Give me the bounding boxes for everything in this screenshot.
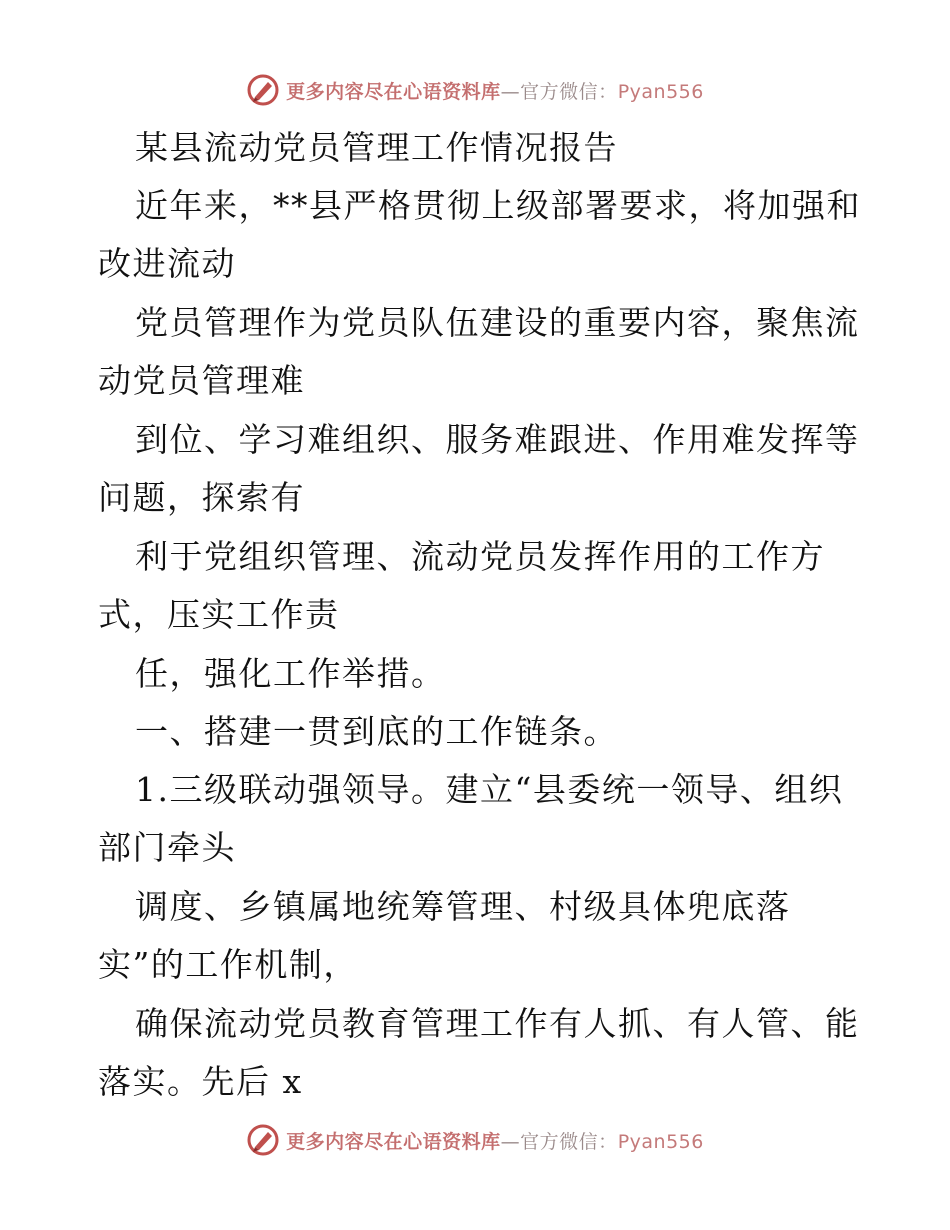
document-title: 某县流动党员管理工作情况报告 <box>135 128 618 167</box>
paragraph-line: 动党员管理难 <box>98 361 305 400</box>
paragraph-line: 落实。先后 x <box>98 1062 303 1101</box>
paragraph-line: 到位、学习难组织、服务难跟进、作用难发挥等 <box>135 420 860 459</box>
watermark-sub: 官方微信： <box>520 1130 618 1153</box>
paragraph-line: 确保流动党员教育管理工作有人抓、有人管、能 <box>135 1004 860 1043</box>
paragraph-line: 实”的工作机制， <box>98 945 358 984</box>
paragraph-line: 利于党组织管理、流动党员发挥作用的工作方 <box>135 537 825 576</box>
paragraph-line: 1.三级联动强领导。建立“县委统一领导、组织 <box>135 770 844 809</box>
paragraph-line: 改进流动 <box>98 244 236 283</box>
watermark-sub: 官方微信： <box>520 80 618 103</box>
watermark-dash: — <box>500 1130 521 1153</box>
watermark-text <box>286 1127 704 1154</box>
paragraph-line: 部门牵头 <box>98 828 236 867</box>
header-watermark <box>0 70 950 110</box>
paragraph-line: 任，强化工作举措。 <box>135 654 446 693</box>
paragraph-line: 式，压实工作责 <box>98 595 340 634</box>
watermark-id: Pyan556 <box>617 80 704 103</box>
paragraph-line: 调度、乡镇属地统筹管理、村级具体兜底落 <box>135 887 791 926</box>
paragraph-line: 党员管理作为党员队伍建设的重要内容，聚焦流 <box>135 303 860 342</box>
pen-logo-icon <box>246 73 280 107</box>
section-heading: 一、搭建一贯到底的工作链条。 <box>135 712 618 751</box>
watermark-id: Pyan556 <box>617 1130 704 1153</box>
watermark-main: 更多内容尽在心语资料库 <box>286 1130 501 1153</box>
paragraph-line: 问题，探索有 <box>98 478 305 517</box>
pen-logo-icon <box>246 1123 280 1157</box>
watermark-dash: — <box>500 80 521 103</box>
footer-watermark <box>0 1120 950 1160</box>
watermark-text <box>286 77 704 104</box>
watermark-main: 更多内容尽在心语资料库 <box>286 80 501 103</box>
paragraph-line: 近年来，**县严格贯彻上级部署要求，将加强和 <box>135 186 861 225</box>
